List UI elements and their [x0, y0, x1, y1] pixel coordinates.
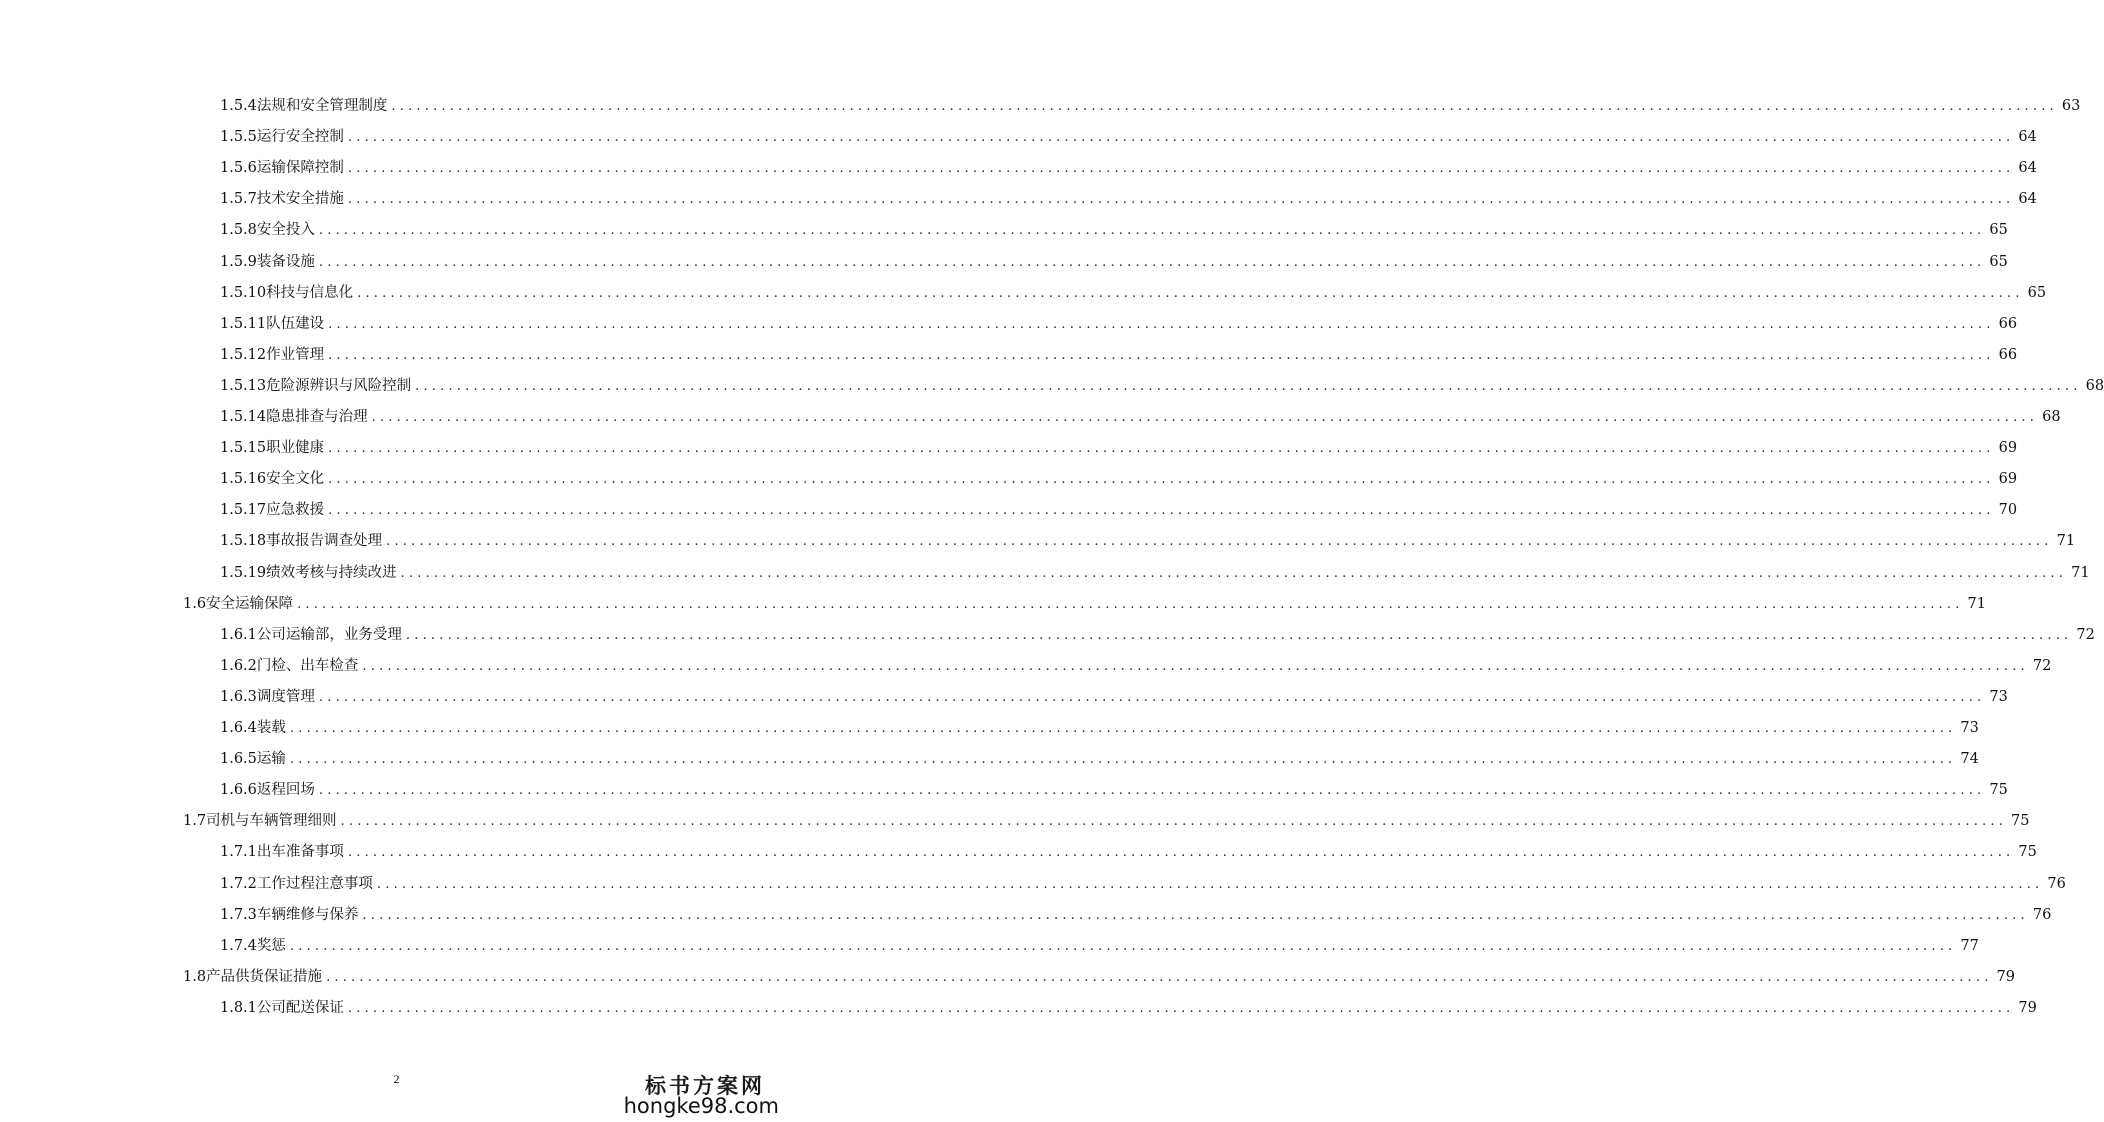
toc-entry	[220, 934, 1979, 956]
toc-entry	[183, 965, 2015, 987]
toc-dot-leader: ........................................................................................................................................................................................................	[297, 596, 1964, 612]
toc-entry-title: 1.6.3调度管理	[220, 688, 315, 705]
toc-entry	[220, 498, 2018, 520]
toc-entry-title: 1.5.15职业健康	[220, 440, 325, 457]
toc-entry	[220, 250, 2008, 272]
toc-entry-page: 73	[1960, 720, 1979, 736]
toc-entry-page: 64	[2018, 129, 2037, 146]
toc-entry-page: 72	[2032, 657, 2052, 674]
toc-entry	[220, 281, 2047, 303]
toc-entry-title: 1.5.7技术安全措施	[220, 191, 344, 208]
toc-dot-leader: ........................................................................................................................................................................................................	[415, 378, 2082, 394]
toc-entry-title: 1.5.13危险源辨识与风险控制	[220, 377, 412, 394]
toc-entry-page: 74	[1960, 751, 1979, 768]
toc-entry-page: 79	[1996, 968, 2015, 985]
toc-entry-page: 76	[2047, 875, 2066, 892]
toc-entry	[220, 903, 2052, 925]
toc-dot-leader: ........................................................................................................................................................................................................	[328, 472, 1995, 488]
toc-entry-page: 75	[2018, 844, 2037, 861]
toc-entry	[220, 872, 2066, 894]
toc-entry	[220, 747, 1979, 769]
toc-dot-leader: ........................................................................................................................................................................................................	[289, 752, 1957, 768]
toc-dot-leader: ........................................................................................................................................................................................................	[318, 223, 1986, 239]
toc-entry-page: 63	[2061, 98, 2081, 114]
toc-entry-title: 1.7.2工作过程注意事项	[220, 875, 373, 892]
toc-entry-title: 1.6安全运输保障	[183, 595, 294, 612]
toc-dot-leader: ........................................................................................................................................................................................................	[347, 130, 2015, 146]
toc-entry-page: 69	[1998, 471, 2018, 488]
toc-entry-page: 64	[2018, 160, 2037, 177]
toc-entry-title: 1.7司机与车辆管理细则	[183, 813, 337, 830]
toc-dot-leader: ........................................................................................................................................................................................................	[326, 969, 1993, 985]
toc-entry-page: 66	[1998, 315, 2018, 332]
toc-entry	[220, 716, 1979, 738]
toc-entry-title: 1.5.8安全投入	[220, 222, 315, 239]
toc-dot-leader: ........................................................................................................................................................................................................	[318, 783, 1986, 799]
toc-entry	[220, 94, 2081, 116]
toc-entry-title: 1.5.5运行安全控制	[220, 129, 344, 146]
toc-entry	[220, 654, 2052, 676]
toc-dot-leader: ........................................................................................................................................................................................................	[328, 441, 1995, 457]
toc-entry	[220, 187, 2037, 209]
toc-entry-page: 71	[2056, 533, 2076, 550]
toc-entry-title: 1.5.19绩效考核与持续改进	[220, 564, 397, 581]
toc-entry-title: 1.8产品供货保证措施	[183, 968, 323, 985]
toc-entry	[220, 685, 2008, 707]
toc-entry-title: 1.5.18事故报告调查处理	[220, 533, 383, 550]
toc-dot-leader: ........................................................................................................................................................................................................	[391, 99, 2058, 114]
toc-entry	[220, 529, 2076, 551]
toc-entry-title: 1.6.6返程回场	[220, 782, 315, 799]
toc-entry	[220, 156, 2037, 178]
toc-entry	[220, 125, 2037, 147]
toc-entry	[183, 592, 1986, 614]
toc-entry-title: 1.5.17应急救援	[220, 502, 325, 519]
toc-entry-title: 1.5.11队伍建设	[220, 315, 325, 332]
toc-entry	[220, 467, 2018, 489]
toc-entry-page: 65	[2027, 284, 2047, 301]
toc-entry	[220, 343, 2018, 365]
toc-entry-title: 1.6.4装载	[220, 720, 286, 736]
toc-dot-leader: ........................................................................................................................................................................................................	[328, 503, 1995, 519]
toc-entry-title: 1.5.16安全文化	[220, 471, 325, 488]
toc-dot-leader: ........................................................................................................................................................................................................	[400, 565, 2068, 581]
toc-dot-leader: ........................................................................................................................................................................................................	[405, 627, 2073, 643]
toc-dot-leader: ........................................................................................................................................................................................................	[318, 689, 1986, 705]
toc-entry-page: 72	[2076, 626, 2095, 643]
watermark-en: hongke98.com	[623, 1094, 779, 1118]
toc-entry-page: 68	[2042, 409, 2061, 425]
toc-dot-leader: ........................................................................................................................................................................................................	[289, 938, 1957, 954]
toc-entry-title: 1.7.1出车准备事项	[220, 844, 344, 861]
toc-entry	[220, 374, 2104, 396]
toc-entry-page: 69	[1998, 440, 2018, 457]
toc-entry-title: 1.5.12作业管理	[220, 346, 325, 363]
toc-entry	[220, 623, 2095, 645]
toc-entry-page: 76	[2032, 906, 2052, 923]
watermark-cn: 标书方案网	[645, 1073, 765, 1098]
toc-entry-title: 1.6.2门检、出车检查	[220, 657, 359, 674]
toc-entry-page: 70	[1998, 502, 2018, 519]
toc-entry-page: 65	[1989, 222, 2008, 239]
toc-entry-page: 73	[1989, 688, 2008, 705]
toc-dot-leader: ........................................................................................................................................................................................................	[347, 1000, 2015, 1016]
toc-entry	[220, 840, 2037, 862]
toc-entry-page: 65	[1989, 253, 2008, 270]
toc-entry-title: 1.5.6运输保障控制	[220, 160, 344, 177]
toc-dot-leader: ........................................................................................................................................................................................................	[386, 534, 2053, 550]
toc-dot-leader: ........................................................................................................................................................................................................	[347, 161, 2015, 177]
toc-dot-leader: ........................................................................................................................................................................................................	[357, 285, 2024, 301]
toc-entry-title: 1.5.14隐患排查与治理	[220, 409, 368, 425]
toc-entry-title: 1.6.5运输	[220, 751, 286, 768]
toc-entry-page: 79	[2018, 999, 2037, 1016]
toc-entry-page: 66	[1998, 346, 2018, 363]
toc-entry	[183, 809, 2030, 831]
toc-entry-title: 1.5.10科技与信息化	[220, 284, 354, 301]
toc-dot-leader: ........................................................................................................................................................................................................	[376, 876, 2044, 892]
toc-entry-title: 1.8.1公司配送保证	[220, 999, 344, 1016]
toc-dot-leader: ........................................................................................................................................................................................................	[362, 658, 2029, 674]
toc-dot-leader: ........................................................................................................................................................................................................	[328, 347, 1995, 363]
toc-dot-leader: ........................................................................................................................................................................................................	[328, 316, 1995, 332]
toc-entry	[220, 312, 2018, 334]
toc-entry-title: 1.5.9装备设施	[220, 253, 315, 270]
toc-entry	[220, 996, 2037, 1018]
toc-dot-leader: ........................................................................................................................................................................................................	[347, 845, 2015, 861]
toc-entry	[220, 405, 2061, 427]
toc-entry	[220, 778, 2008, 800]
toc-dot-leader: ........................................................................................................................................................................................................	[347, 192, 2015, 208]
toc-entry-page: 64	[2018, 191, 2037, 208]
toc-entry-page: 68	[2085, 377, 2104, 394]
toc-dot-leader: ........................................................................................................................................................................................................	[362, 907, 2029, 923]
toc-entry	[220, 561, 2090, 583]
toc-entry-page: 75	[1989, 782, 2008, 799]
toc-dot-leader: ........................................................................................................................................................................................................	[340, 814, 2008, 830]
toc-entry-title: 1.5.4法规和安全管理制度	[220, 98, 388, 114]
toc-entry	[220, 218, 2008, 240]
toc-entry-title: 1.7.4奖惩	[220, 937, 286, 954]
toc-entry-title: 1.7.3车辆维修与保养	[220, 906, 359, 923]
toc-entry-page: 77	[1960, 937, 1979, 954]
toc-entry-page: 75	[2011, 813, 2030, 830]
toc-dot-leader: ........................................................................................................................................................................................................	[318, 254, 1986, 270]
toc-dot-leader: ........................................................................................................................................................................................................	[289, 721, 1957, 736]
toc-entry-page: 71	[1967, 595, 1986, 612]
page-number: 2	[393, 1072, 400, 1086]
toc-dot-leader: ........................................................................................................................................................................................................	[371, 410, 2039, 425]
toc-entry-page: 71	[2071, 564, 2090, 581]
toc-entry	[220, 436, 2018, 458]
toc-entry-title: 1.6.1公司运输部，业务受理	[220, 626, 402, 643]
